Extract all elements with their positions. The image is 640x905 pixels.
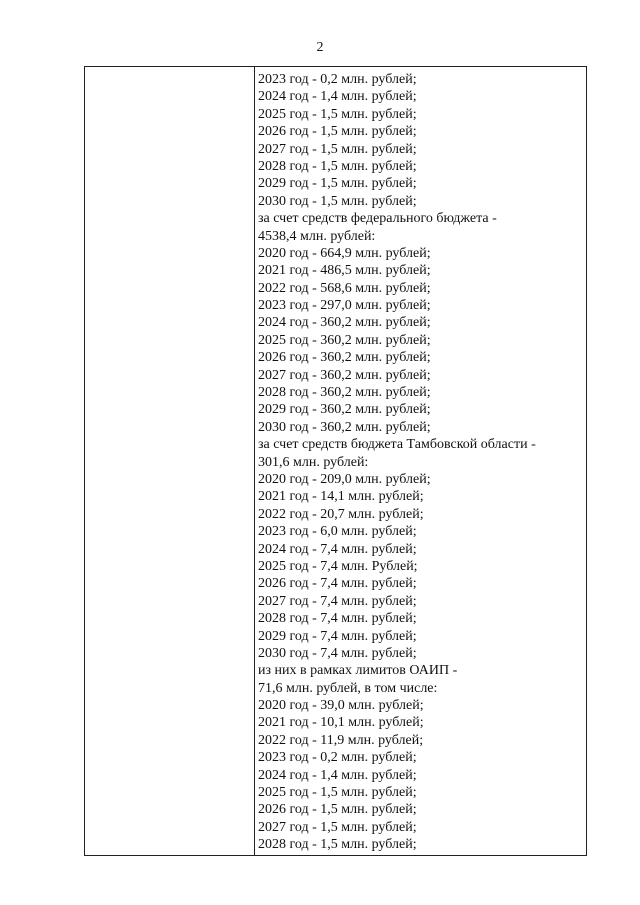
funding-line: 2027 год - 1,5 млн. рублей;: [258, 141, 417, 157]
funding-line: 2030 год - 7,4 млн. рублей;: [258, 645, 417, 661]
funding-line: из них в рамках лимитов ОАИП -: [258, 663, 458, 679]
funding-line: 2026 год - 1,5 млн. рублей;: [258, 802, 417, 818]
funding-line: 2020 год - 209,0 млн. рублей;: [258, 471, 431, 487]
funding-line: 2025 год - 360,2 млн. рублей;: [258, 332, 431, 348]
funding-line: 2022 год - 20,7 млн. рублей;: [258, 506, 424, 522]
funding-line: 2023 год - 297,0 млн. рублей;: [258, 298, 431, 314]
funding-line: 2023 год - 6,0 млн. рублей;: [258, 524, 417, 540]
funding-line: 2029 год - 7,4 млн. рублей;: [258, 628, 417, 644]
funding-line: 2021 год - 14,1 млн. рублей;: [258, 489, 424, 505]
funding-line: 2024 год - 360,2 млн. рублей;: [258, 315, 431, 331]
funding-line: 4538,4 млн. рублей:: [258, 228, 376, 244]
funding-line: 2023 год - 0,2 млн. рублей;: [258, 750, 417, 766]
funding-line: 2021 год - 10,1 млн. рублей;: [258, 715, 424, 731]
funding-line: 2021 год - 486,5 млн. рублей;: [258, 263, 431, 279]
funding-table: [84, 66, 587, 856]
funding-line: 2020 год - 664,9 млн. рублей;: [258, 245, 431, 261]
funding-line: 2026 год - 7,4 млн. рублей;: [258, 576, 417, 592]
funding-line: 2027 год - 1,5 млн. рублей;: [258, 819, 417, 835]
funding-line: 2028 год - 1,5 млн. рублей;: [258, 158, 417, 174]
funding-line: 2030 год - 360,2 млн. рублей;: [258, 419, 431, 435]
funding-line: 2024 год - 1,4 млн. рублей;: [258, 89, 417, 105]
funding-line: 2028 год - 360,2 млн. рублей;: [258, 385, 431, 401]
funding-line: 2025 год - 1,5 млн. рублей;: [258, 785, 417, 801]
funding-line: 2023 год - 0,2 млн. рублей;: [258, 72, 417, 87]
funding-line: 2024 год - 1,4 млн. рублей;: [258, 767, 417, 783]
funding-line: 2029 год - 360,2 млн. рублей;: [258, 402, 431, 418]
funding-line: 2025 год - 1,5 млн. рублей;: [258, 106, 417, 122]
funding-line: 2025 год - 7,4 млн. Рублей;: [258, 558, 418, 574]
funding-line: 2027 год - 7,4 млн. рублей;: [258, 593, 417, 609]
funding-line: 2022 год - 568,6 млн. рублей;: [258, 280, 431, 296]
funding-line: 2028 год - 7,4 млн. рублей;: [258, 611, 417, 627]
funding-line: 2020 год - 39,0 млн. рублей;: [258, 698, 424, 714]
page-number: 2: [316, 40, 324, 55]
funding-line: за счет средств федерального бюджета -: [258, 211, 497, 227]
funding-line: 2028 год - 1,5 млн. рублей;: [258, 837, 417, 853]
funding-line: 2029 год - 1,5 млн. рублей;: [258, 176, 417, 192]
funding-line: 2030 год - 1,5 млн. рублей;: [258, 193, 417, 209]
funding-line: 71,6 млн. рублей, в том числе:: [258, 680, 438, 696]
funding-line: за счет средств бюджета Тамбовской области -: [258, 437, 536, 453]
funding-line: 2022 год - 11,9 млн. рублей;: [258, 732, 424, 748]
funding-line: 2026 год - 1,5 млн. рублей;: [258, 124, 417, 140]
funding-line: 2027 год - 360,2 млн. рублей;: [258, 367, 431, 383]
funding-line: 2026 год - 360,2 млн. рублей;: [258, 350, 431, 366]
funding-lines: [258, 71, 583, 854]
funding-line: 301,6 млн. рублей:: [258, 454, 369, 470]
table-left-column: [85, 67, 255, 855]
funding-line: 2024 год - 7,4 млн. рублей;: [258, 541, 417, 557]
